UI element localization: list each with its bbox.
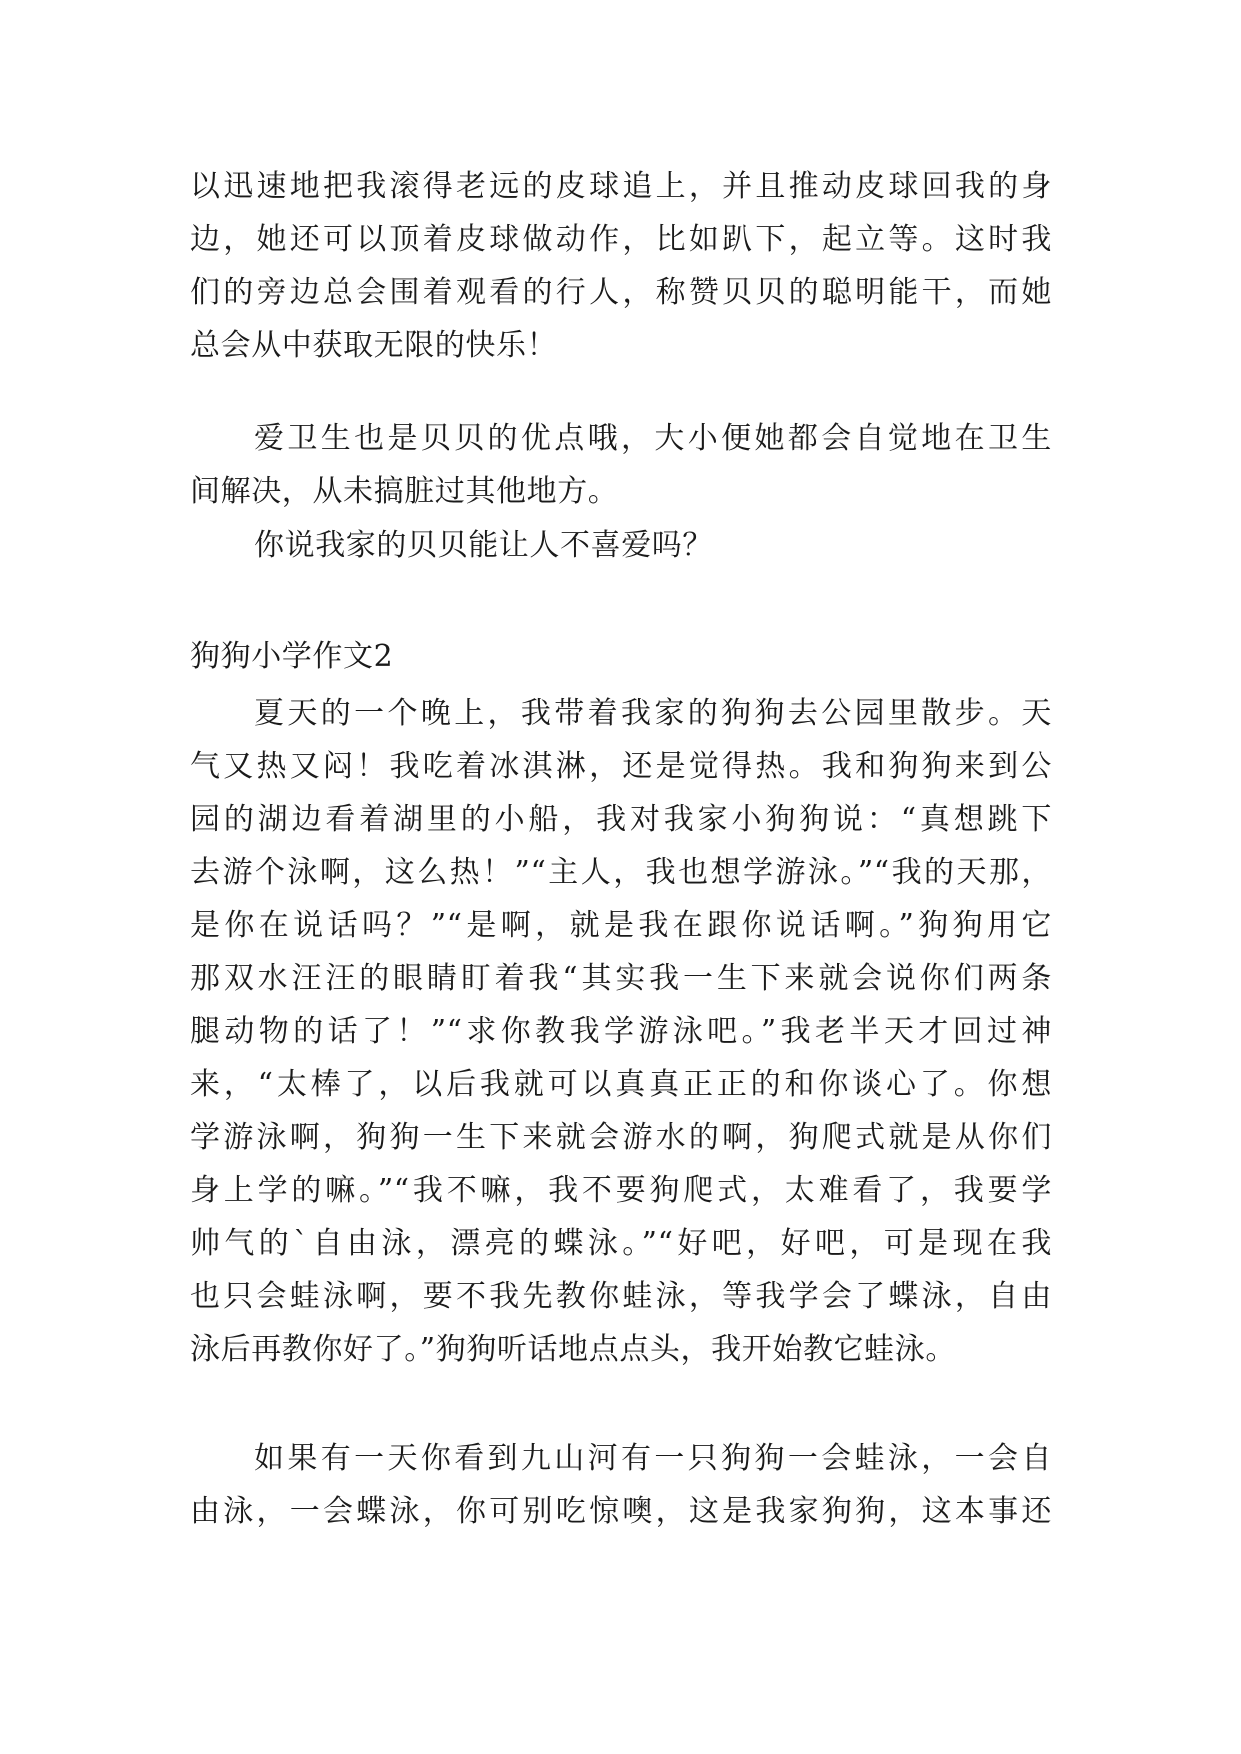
paragraph-2: [190, 412, 1052, 518]
paragraph-line: 学游泳啊，狗狗一生下来就会游水的啊，狗爬式就是从你们: [190, 1120, 1052, 1155]
paragraph-line: 夏天的一个晚上，我带着我家的狗狗去公园里散步。天: [254, 696, 1052, 731]
paragraph-line: 腿动物的话了！”“求你教我学游泳吧。”我老半天才回过神: [190, 1014, 1052, 1049]
paragraph-line: 们的旁边总会围着观看的行人，称赞贝贝的聪明能干，而她: [190, 275, 1052, 310]
paragraph-line: 气又热又闷！我吃着冰淇淋，还是觉得热。我和狗狗来到公: [190, 749, 1052, 784]
paragraph-line: 如果有一天你看到九山河有一只狗狗一会蛙泳，一会自: [254, 1441, 1052, 1476]
paragraph-line: 以迅速地把我滚得老远的皮球追上，并且推动皮球回我的身: [190, 169, 1052, 204]
paragraph-line: 是你在说话吗？”“是啊，就是我在跟你说话啊。”狗狗用它: [190, 908, 1052, 943]
paragraph-line: 也只会蛙泳啊，要不我先教你蛙泳，等我学会了蝶泳，自由: [190, 1279, 1052, 1314]
paragraph-line: 你说我家的贝贝能让人不喜爱吗？: [254, 528, 713, 563]
paragraph-line: 来，“太棒了，以后我就可以真真正正的和你谈心了。你想: [190, 1067, 1052, 1102]
paragraph-3: [190, 519, 1052, 572]
paragraph-line: 间解决，从未搞脏过其他地方。: [190, 474, 619, 509]
paragraph-line: 泳后再教你好了。”狗狗听话地点点头，我开始教它蛙泳。: [190, 1332, 956, 1367]
paragraph-line: 由泳，一会蝶泳，你可别吃惊噢，这是我家狗狗，这本事还: [190, 1494, 1052, 1529]
section-heading: 狗狗小学作文2: [190, 639, 394, 674]
paragraph-line: 边，她还可以顶着皮球做动作，比如趴下，起立等。这时我: [190, 222, 1052, 257]
paragraph-line: 那双水汪汪的眼睛盯着我“其实我一生下来就会说你们两条: [190, 961, 1052, 996]
paragraph-line: 去游个泳啊，这么热！”“主人，我也想学游泳。”“我的天那，: [190, 855, 1052, 890]
paragraph-line: 园的湖边看着湖里的小船，我对我家小狗狗说：“真想跳下: [190, 802, 1052, 837]
paragraph-1: [190, 160, 1052, 372]
paragraph-line: 总会从中获取无限的快乐！: [190, 328, 558, 363]
paragraph-4: [190, 687, 1052, 1376]
paragraph-line: 爱卫生也是贝贝的优点哦，大小便她都会自觉地在卫生: [254, 421, 1052, 456]
paragraph-5: [190, 1432, 1052, 1538]
paragraph-line: 身上学的嘛。”“我不嘛，我不要狗爬式，太难看了，我要学: [190, 1173, 1052, 1208]
paragraph-line: 帅气的`自由泳，漂亮的蝶泳。”“好吧，好吧，可是现在我: [190, 1226, 1052, 1261]
